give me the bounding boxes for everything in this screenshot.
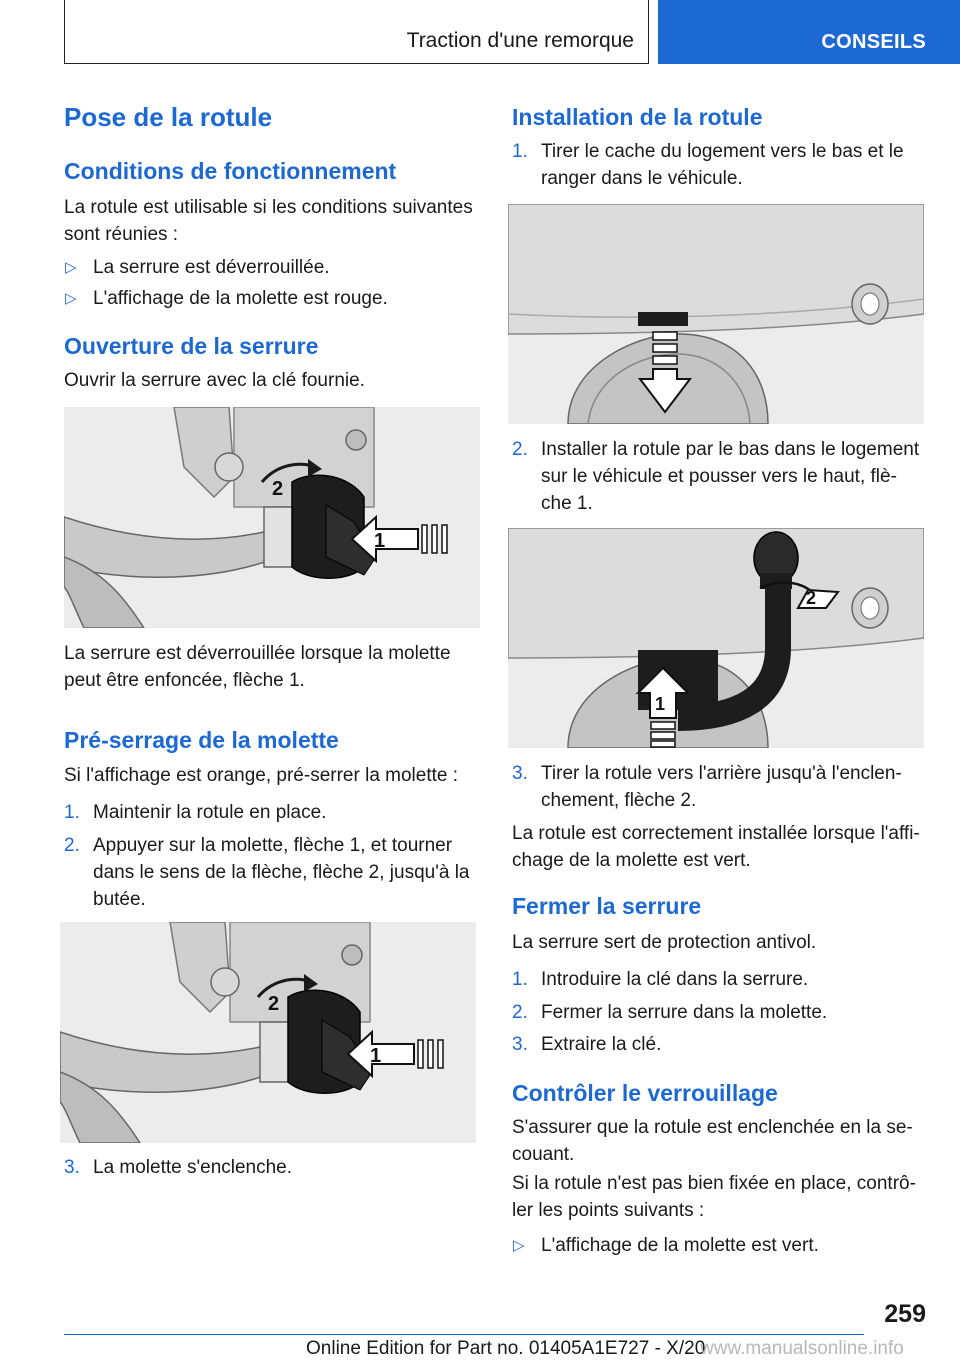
heading-conditions: Conditions de fonctionnement <box>64 158 397 184</box>
conditions-intro-line1: La rotule est utilisable si les conditions suivantes <box>64 197 473 218</box>
heading-close-lock: Fermer la serrure <box>512 893 702 919</box>
heading-pretighten: Pré-serrage de la molette <box>64 727 339 753</box>
knob-illustration <box>60 922 476 1143</box>
figure-insert-ball <box>508 528 924 748</box>
heading-install: Installation de la rotule <box>512 104 763 130</box>
unlocked-text-line2: peut être enfoncée, flèche 1. <box>64 670 305 691</box>
header-section-title: Traction d'une remorque <box>406 29 634 52</box>
heading-check-lock: Contrôler le verrouillage <box>512 1080 778 1106</box>
figure-pretighten-knob <box>60 922 476 1143</box>
footer-divider <box>64 1334 864 1335</box>
arrow-2-label: 2 <box>268 993 280 1015</box>
arrow-1-label: 1 <box>370 1045 382 1067</box>
check-text-line1: S'assurer que la rotule est enclenchée en la se- <box>512 1117 913 1138</box>
arrow-2-label: 2 <box>272 478 284 500</box>
installed-text-line1: La rotule est correctement installée lorsque l'affi- <box>512 823 920 844</box>
check-text-line4: ler les points suivants : <box>512 1200 705 1221</box>
heading-open-lock: Ouverture de la serrure <box>64 333 319 359</box>
installed-text-line2: chage de la molette est vert. <box>512 850 751 871</box>
arrow-1-label: 1 <box>374 530 386 552</box>
page-number: 259 <box>884 1300 926 1328</box>
conditions-intro-line2: sont réunies : <box>64 224 179 245</box>
knob-illustration <box>64 407 480 628</box>
arrow-2-label: 2 <box>806 588 817 608</box>
ball-hitch-illustration <box>508 528 924 748</box>
list-item: 3. Tirer la rotule vers l'arrière jusqu'à l'enclen- chement, flèche 2. <box>512 763 902 811</box>
bullet-icon: ▷ <box>513 1237 525 1254</box>
arrow-1-label: 1 <box>655 694 666 714</box>
header-section-box <box>64 0 649 64</box>
page-title: Pose de la rotule <box>64 102 273 132</box>
close-lock-intro: La serrure sert de protection antivol. <box>512 932 817 953</box>
header-chapter-tab[interactable] <box>658 0 960 64</box>
bumper-illustration <box>508 204 924 424</box>
unlocked-text-line1: La serrure est déverrouillée lorsque la molette <box>64 643 451 664</box>
check-text-line2: couant. <box>512 1144 575 1165</box>
list-item: 2. Appuyer sur la molette, flèche 1, et tourner dans le sens de la flèche, flèche 2, jusqu'à la butée. <box>64 835 470 910</box>
figure-remove-cover <box>508 204 924 424</box>
header-chapter-title: CONSEILS <box>821 31 926 53</box>
bullet-icon: ▷ <box>65 290 77 307</box>
list-item: 1. Tirer le cache du logement vers le bas et le ranger dans le véhicule. <box>512 141 904 189</box>
open-lock-text: Ouvrir la serrure avec la clé fournie. <box>64 370 365 391</box>
list-item: 2. Installer la rotule par le bas dans le logement sur le véhicule et pousser vers le haut, flè- che 1. <box>512 439 920 514</box>
figure-unlock-knob <box>64 407 480 628</box>
watermark-text[interactable]: www.manualsonline.info <box>700 1338 904 1359</box>
edition-text: Online Edition for Part no. 01405A1E727 - X/20 <box>306 1338 706 1359</box>
check-text-line3: Si la rotule n'est pas bien fixée en place, contrô- <box>512 1173 916 1194</box>
pretighten-intro: Si l'affichage est orange, pré-serrer la molette : <box>64 765 459 786</box>
bullet-icon: ▷ <box>65 259 77 276</box>
